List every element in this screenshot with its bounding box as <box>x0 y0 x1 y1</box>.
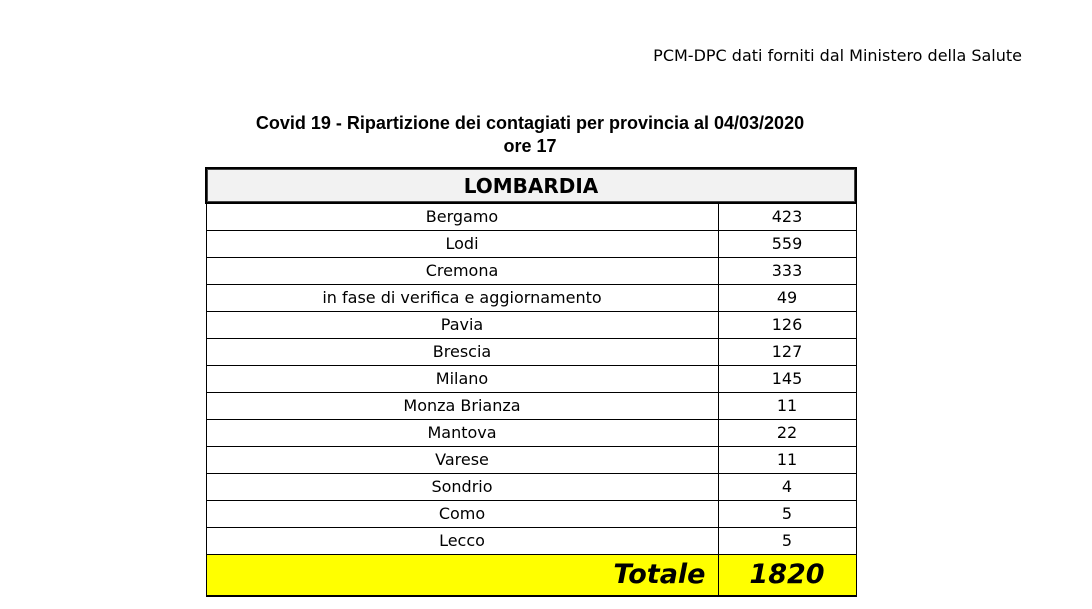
case-count: 49 <box>718 285 856 312</box>
province-name: Milano <box>206 366 718 393</box>
case-count: 423 <box>718 203 856 231</box>
province-name: Varese <box>206 447 718 474</box>
table-row <box>206 420 856 447</box>
case-count: 11 <box>718 393 856 420</box>
province-name: in fase di verifica e aggiornamento <box>206 285 718 312</box>
document-title <box>205 112 855 158</box>
province-name: Lodi <box>206 231 718 258</box>
case-count: 127 <box>718 339 856 366</box>
province-name: Bergamo <box>206 203 718 231</box>
province-name: Monza Brianza <box>206 393 718 420</box>
case-count: 4 <box>718 474 856 501</box>
table-row <box>206 393 856 420</box>
region-header-row <box>206 168 856 203</box>
case-count: 333 <box>718 258 856 285</box>
case-count: 11 <box>718 447 856 474</box>
table-row <box>206 258 856 285</box>
table-row <box>206 366 856 393</box>
province-name: Pavia <box>206 312 718 339</box>
province-name: Mantova <box>206 420 718 447</box>
case-count: 5 <box>718 528 856 555</box>
province-name: Sondrio <box>206 474 718 501</box>
table-row <box>206 312 856 339</box>
table-row <box>206 474 856 501</box>
title-line-1: Covid 19 - Ripartizione dei contagiati per provincia al 04/03/2020 <box>255 113 805 133</box>
province-name: Como <box>206 501 718 528</box>
table-row <box>206 501 856 528</box>
province-cases-table <box>205 167 857 597</box>
table-row <box>206 203 856 231</box>
province-name: Lecco <box>206 528 718 555</box>
table-row <box>206 285 856 312</box>
table-row <box>206 231 856 258</box>
province-name: Brescia <box>206 339 718 366</box>
case-count: 5 <box>718 501 856 528</box>
case-count: 145 <box>718 366 856 393</box>
table-row <box>206 339 856 366</box>
total-value: 1820 <box>718 555 856 597</box>
total-label: Totale <box>206 555 718 597</box>
table-row <box>206 528 856 555</box>
title-line-2: ore 17 <box>503 136 557 156</box>
total-row <box>206 555 856 597</box>
province-name: Cremona <box>206 258 718 285</box>
case-count: 559 <box>718 231 856 258</box>
region-header: LOMBARDIA <box>206 168 856 203</box>
source-note: PCM-DPC dati forniti dal Ministero della Salute <box>653 46 1022 65</box>
case-count: 126 <box>718 312 856 339</box>
table-row <box>206 447 856 474</box>
case-count: 22 <box>718 420 856 447</box>
